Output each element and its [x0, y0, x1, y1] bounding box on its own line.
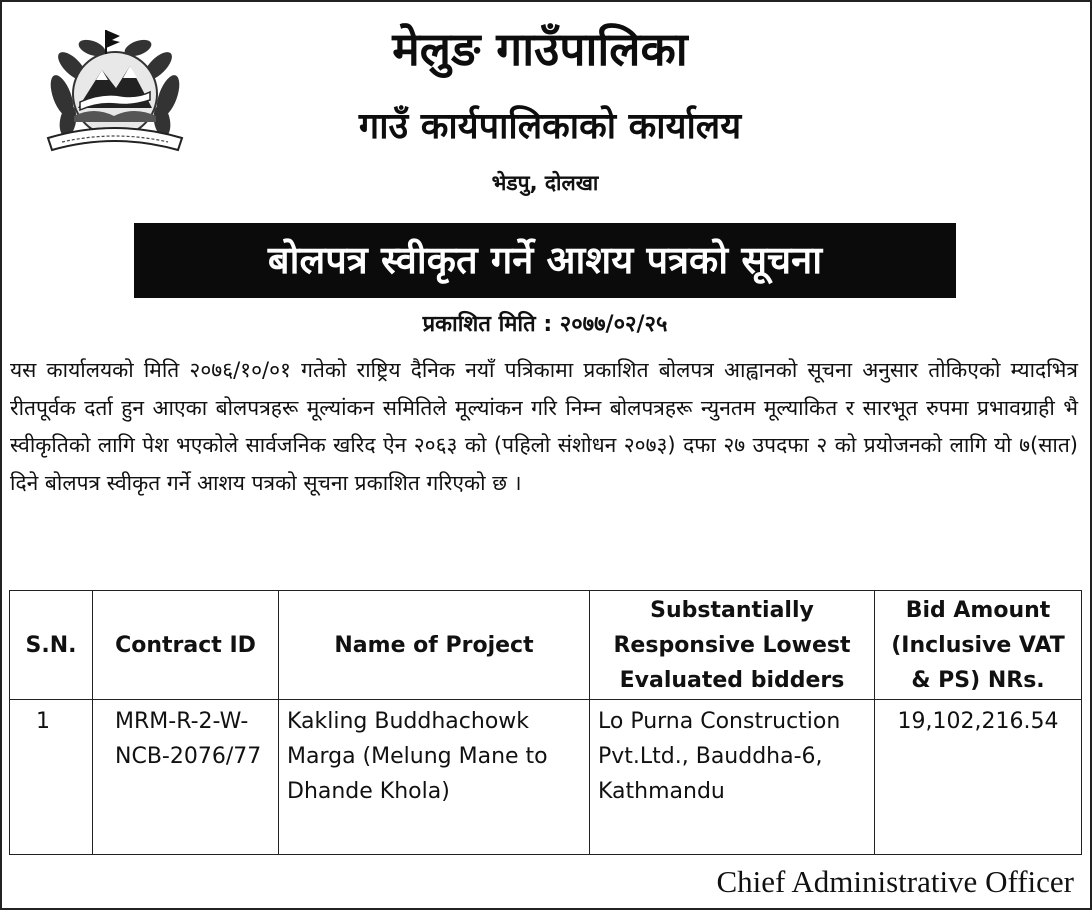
nepal-government-emblem-icon [42, 26, 188, 156]
cell-contract-id: MRM-R-2-W-NCB-2076/77 [93, 700, 279, 855]
column-header-bidder: Substantially Responsive Lowest Evaluated bidders [590, 591, 875, 700]
notice-heading-banner: बोलपत्र स्वीकृत गर्ने आशय पत्रको सूचना [134, 223, 956, 298]
column-header-sn: S.N. [10, 591, 93, 700]
cell-amount: 19,102,216.54 [875, 700, 1082, 855]
cell-project: Kakling Buddhachowk Marga (Melung Mane to Dhande Khola) [279, 700, 590, 855]
municipality-title: मेलुङ गाउँपालिका [392, 22, 688, 76]
signatory-title: Chief Administrative Officer [716, 864, 1074, 899]
table-header-row [10, 591, 1082, 700]
office-subtitle: गाउँ कार्यपालिकाको कार्यालय [358, 106, 742, 147]
column-header-contract-id: Contract ID [93, 591, 279, 700]
table-row [10, 700, 1082, 855]
column-header-project: Name of Project [279, 591, 590, 700]
cell-bidder: Lo Purna Construction Pvt.Ltd., Bauddha-6, Kathmandu [590, 700, 875, 855]
published-date: प्रकाशित मिति : २०७७/०२/२५ [422, 312, 668, 337]
column-header-amount: Bid Amount (Inclusive VAT & PS) NRs. [875, 591, 1082, 700]
cell-sn: 1 [10, 700, 93, 855]
notice-body-paragraph: यस कार्यालयको मिति २०७६/१०/०१ गतेको राष्ट्रिय दैनिक नयाँ पत्रिकामा प्रकाशित बोलपत्र आह्वानको सूचना अनुसार तोकिएको म्यादभित्र रीतपूर्वक दर्ता हुन आएका बोलपत्रहरू मूल्यांकन समितिले मूल्यांकन गरि निम्न बोलपत्रहरू न्युनतम मूल्याकित र सारभूत रुपमा प्रभावग्राही भै स्वीकृतिको लागि पेश भएकोले सार्वजनिक खरिद ऐन २०६३ को (पहिलो संशोधन २०७३) दफा २७ उपदफा २ को प्रयोजनको लागि यो ७(सात) दिने बोलपत्र स्वीकृत गर्ने आशय पत्रको सूचना प्रकाशित गरिएको छ । [10, 358, 1078, 495]
bid-table [9, 590, 1082, 855]
office-location: भेडपु, दोलखा [491, 171, 599, 195]
